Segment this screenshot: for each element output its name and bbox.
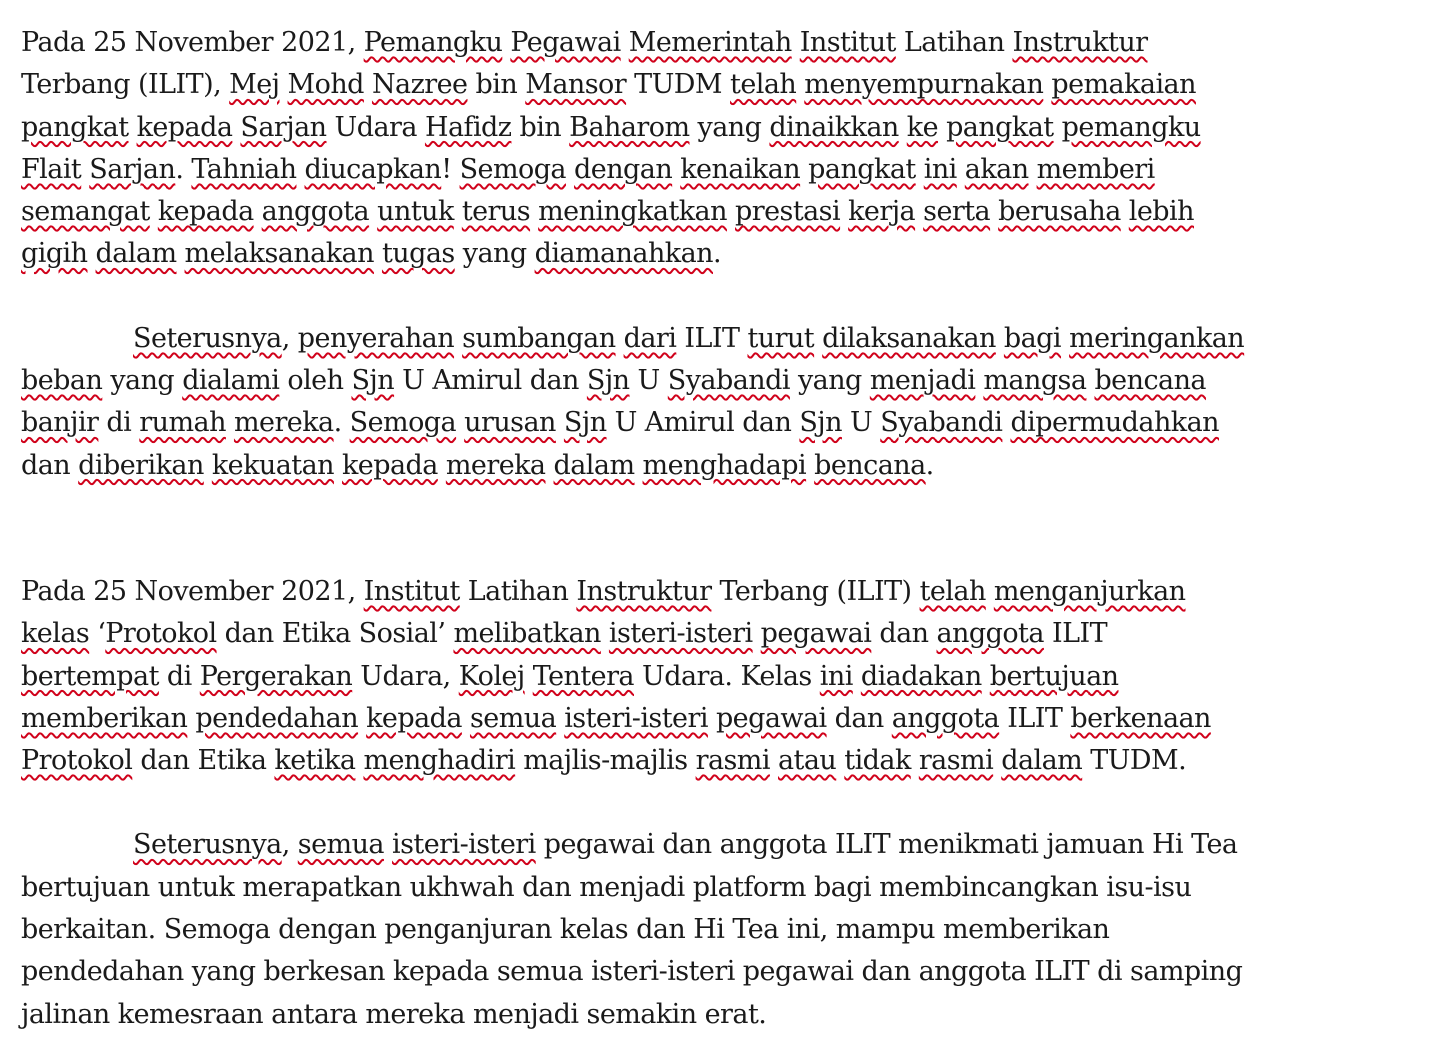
text-line (21, 149, 1433, 191)
spellcheck-flagged-word: Institut (363, 575, 460, 607)
spellcheck-flagged-word: rasmi (695, 745, 770, 777)
text-run (806, 450, 814, 481)
spellcheck-flagged-word: isteri-isteri (608, 618, 753, 650)
text-run (556, 407, 564, 438)
spellcheck-flagged-word: pangkat (808, 153, 916, 185)
text-line (21, 994, 1433, 1036)
paragraph-2 (21, 318, 1433, 487)
text-run (911, 745, 919, 776)
text-run: oleh (279, 365, 352, 397)
text-run: yang (789, 365, 870, 397)
spellcheck-flagged-word: kelas (21, 618, 90, 650)
text-run (296, 154, 304, 185)
text-run: Udara (326, 111, 425, 143)
text-run: Latihan (459, 575, 577, 607)
spellcheck-flagged-word: Protokol (21, 745, 133, 777)
text-run (916, 154, 924, 185)
text-run (204, 450, 212, 481)
text-run (530, 196, 538, 227)
spellcheck-flagged-word: mereka (233, 407, 334, 439)
spellcheck-flagged-word: Pegawai (510, 27, 621, 58)
spellcheck-flagged-word: pangkat (21, 111, 129, 143)
text-run: . (175, 153, 192, 185)
text-run: dan Etika (132, 745, 275, 777)
text-run (462, 703, 470, 734)
spellcheck-flagged-word: akan (964, 153, 1029, 185)
text-run: ILIT (1043, 618, 1108, 650)
text-run (556, 703, 564, 734)
text-run: Pada 25 November 2021, (21, 27, 364, 58)
text-run: bin (467, 69, 526, 101)
text-run (727, 196, 735, 227)
spellcheck-flagged-word: semua (469, 702, 557, 734)
spellcheck-flagged-word: atau (778, 745, 837, 777)
spellcheck-flagged-word: anggota (891, 702, 1000, 734)
text-run (254, 196, 262, 227)
text-run (996, 323, 1004, 354)
spellcheck-flagged-word: berusaha (998, 196, 1121, 228)
spellcheck-flagged-word: Sarjan (240, 111, 327, 143)
text-run (982, 661, 990, 692)
text-run: bin (511, 111, 570, 143)
spellcheck-flagged-word: Sjn (351, 365, 395, 397)
spellcheck-flagged-word: meningkatkan (538, 196, 727, 228)
paragraph-3 (21, 571, 1433, 782)
text-run (384, 829, 392, 860)
text-line (21, 656, 1433, 698)
spellcheck-flagged-word: terus (461, 196, 531, 228)
spellcheck-flagged-word: pegawai (715, 702, 827, 734)
text-run (334, 450, 342, 481)
spellcheck-flagged-word: isteri-isteri (564, 702, 708, 734)
text-run (770, 745, 778, 776)
spellcheck-flagged-word: telah (919, 575, 986, 607)
text-run (986, 576, 994, 607)
spellcheck-flagged-word: urusan (464, 407, 556, 439)
text-line (21, 445, 1433, 487)
spellcheck-flagged-word: diadakan (860, 660, 982, 692)
text-run (456, 407, 464, 438)
text-run (177, 238, 185, 269)
spellcheck-flagged-word: Mansor (525, 69, 627, 101)
spellcheck-flagged-word: pemakaian (1051, 69, 1196, 101)
text-line (21, 824, 1433, 866)
spellcheck-flagged-word: anggota (936, 618, 1044, 650)
text-run: Terbang (ILIT), (21, 69, 230, 101)
spellcheck-flagged-word: Mej (229, 69, 280, 101)
text-line (21, 107, 1433, 149)
text-run: dan (826, 702, 892, 734)
text-line (21, 360, 1433, 402)
spellcheck-flagged-word: Sjn (563, 407, 607, 439)
text-run: majlis-majlis (515, 745, 696, 777)
text-line (21, 909, 1433, 951)
text-run: . (925, 449, 934, 481)
text-run (566, 154, 574, 185)
paragraph-4 (21, 824, 1433, 1035)
text-run (635, 450, 643, 481)
text-run (993, 745, 1001, 776)
spellcheck-flagged-word: pegawai (760, 618, 872, 650)
text-run (87, 238, 95, 269)
text-run (792, 27, 800, 58)
spellcheck-flagged-word: mangsa (983, 365, 1087, 397)
text-run: Terbang (ILIT) (711, 575, 920, 607)
spellcheck-flagged-word: gigih (21, 238, 88, 270)
text-run: berkaitan. Semoga dengan penganjuran kelas dan Hi Tea ini, mampu memberikan (21, 914, 1110, 946)
spellcheck-flagged-word: isteri-isteri (392, 829, 536, 861)
spellcheck-flagged-word: untuk (377, 196, 454, 228)
text-run: . (333, 407, 350, 439)
spellcheck-flagged-word: diucapkan (304, 153, 442, 185)
spellcheck-flagged-word: Pergerakan (199, 660, 353, 692)
spellcheck-flagged-word: Protokol (105, 618, 217, 650)
paragraph-gap (21, 782, 1433, 824)
spellcheck-flagged-word: semua (297, 829, 384, 861)
spellcheck-flagged-word: bertempat (21, 660, 159, 692)
spellcheck-flagged-word: semangat (21, 196, 150, 228)
spellcheck-flagged-word: prestasi (735, 196, 841, 228)
text-run: di (98, 407, 140, 439)
spellcheck-flagged-word: Tahniah (191, 153, 297, 185)
text-run: U (629, 365, 668, 397)
text-run (280, 69, 288, 100)
spellcheck-flagged-word: mereka (445, 449, 546, 481)
text-run: dan Etika Sosial’ (216, 618, 454, 650)
text-line (21, 951, 1433, 993)
text-run: dan (871, 618, 937, 650)
spellcheck-flagged-word: meringankan (1069, 322, 1245, 354)
spellcheck-flagged-word: rasmi (918, 745, 994, 777)
text-run (454, 323, 462, 354)
spellcheck-flagged-word: Kolej (458, 660, 525, 692)
spellcheck-flagged-word: kepada (366, 702, 462, 734)
text-run (800, 154, 808, 185)
document-body[interactable] (21, 22, 1433, 1036)
spellcheck-flagged-word: bencana (1094, 365, 1206, 397)
spellcheck-flagged-word: Instruktur (1012, 27, 1148, 58)
text-run (957, 154, 965, 185)
text-run: , (281, 322, 298, 354)
text-run: ‘ (89, 618, 106, 650)
text-run (938, 112, 946, 143)
text-run (601, 618, 609, 649)
text-run: ILIT (676, 322, 748, 354)
text-run: U (841, 407, 881, 439)
text-run (853, 661, 861, 692)
text-run (226, 407, 234, 438)
spellcheck-flagged-word: dialami (182, 365, 280, 397)
spellcheck-flagged-word: banjir (21, 407, 99, 439)
spellcheck-flagged-word: dinaikkan (769, 111, 899, 143)
text-run (1029, 154, 1037, 185)
spellcheck-flagged-word: bertujuan (989, 660, 1119, 692)
text-run: pendedahan yang berkesan kepada semua isteri-isteri pegawai dan anggota ILIT di samping (21, 956, 1243, 988)
text-run (454, 196, 462, 227)
spellcheck-flagged-word: dengan (574, 153, 673, 185)
spellcheck-flagged-word: pendedahan (195, 702, 359, 734)
text-run (814, 323, 822, 354)
text-run: di (158, 660, 200, 692)
spellcheck-flagged-word: Semoga (349, 407, 457, 439)
spellcheck-flagged-word: dalam (1001, 745, 1083, 777)
spellcheck-flagged-word: kepada (342, 449, 438, 481)
text-run: Pada 25 November 2021, (21, 575, 364, 607)
spellcheck-flagged-word: anggota (261, 196, 370, 228)
text-run: Udara. Kelas (633, 660, 820, 692)
text-run (621, 27, 629, 58)
spellcheck-flagged-word: kerja (848, 196, 916, 228)
text-run (672, 154, 680, 185)
spellcheck-flagged-word: melaksanakan (184, 238, 374, 270)
spellcheck-flagged-word: Sarjan (89, 153, 176, 185)
spellcheck-flagged-word: kenaikan (680, 153, 801, 185)
text-run: Udara, (352, 660, 459, 692)
spellcheck-flagged-word: beban (21, 365, 103, 397)
spellcheck-flagged-word: Tentera (532, 660, 634, 692)
spellcheck-flagged-word: Seterusnya (133, 829, 282, 861)
text-run (438, 450, 446, 481)
spellcheck-flagged-word: Instruktur (576, 575, 712, 607)
spellcheck-flagged-word: turut (747, 322, 815, 354)
text-run (525, 661, 533, 692)
text-run: , (281, 829, 298, 861)
text-run: . (712, 238, 722, 270)
text-run (753, 618, 761, 649)
text-line (21, 233, 1433, 275)
spellcheck-flagged-word: menghadiri (363, 745, 516, 777)
spellcheck-flagged-word: Pemangku (363, 27, 503, 58)
text-run (990, 196, 998, 227)
text-run (1121, 196, 1129, 227)
spellcheck-flagged-word: menganjurkan (993, 575, 1186, 607)
paragraph-gap (21, 487, 1433, 571)
spellcheck-flagged-word: tidak (844, 745, 911, 777)
text-line (21, 22, 1433, 64)
text-line (21, 613, 1433, 655)
text-run: dan (21, 449, 79, 481)
spellcheck-flagged-word: diamanahkan (534, 238, 713, 270)
spellcheck-flagged-word: ini (923, 153, 957, 185)
spellcheck-flagged-word: menyempurnakan (804, 69, 1044, 101)
spellcheck-flagged-word: Hafidz (424, 111, 512, 143)
text-run (1054, 112, 1062, 143)
spellcheck-flagged-word: Baharom (569, 111, 690, 143)
text-run: TUDM. (1082, 745, 1187, 777)
spellcheck-flagged-word: lebih (1128, 196, 1194, 228)
text-run: U Amirul dan (394, 365, 587, 397)
text-run: yang (102, 365, 183, 397)
spellcheck-flagged-word: dari (623, 322, 677, 354)
spellcheck-flagged-word: rumah (139, 407, 226, 439)
spellcheck-flagged-word: serta (923, 196, 991, 228)
spellcheck-flagged-word: Seterusnya (133, 322, 282, 354)
text-run (899, 112, 907, 143)
text-run (369, 196, 377, 227)
spellcheck-flagged-word: kepada (157, 196, 254, 228)
text-line (21, 191, 1433, 233)
text-run: TUDM (626, 69, 731, 101)
spellcheck-flagged-word: melibatkan (453, 618, 601, 650)
text-run (374, 238, 382, 269)
text-run (545, 450, 553, 481)
text-run: Latihan (895, 27, 1013, 58)
spellcheck-flagged-word: Semoga (459, 153, 566, 185)
text-run (840, 196, 848, 227)
text-run (616, 323, 624, 354)
text-run: bertujuan untuk merapatkan ukhwah dan menjadi platform bagi membincangkan isu-isu (21, 871, 1192, 903)
spellcheck-flagged-word: menghadapi (642, 449, 807, 481)
text-line (21, 64, 1433, 106)
text-line (21, 698, 1433, 740)
text-run: yang (454, 238, 535, 270)
text-run (915, 196, 923, 227)
text-line (21, 402, 1433, 444)
text-run: U Amirul dan (606, 407, 800, 439)
spellcheck-flagged-word: ketika (274, 745, 356, 777)
spellcheck-flagged-word: kepada (136, 111, 233, 143)
text-line (21, 318, 1433, 360)
spellcheck-flagged-word: pemangku (1061, 111, 1201, 143)
spellcheck-flagged-word: bencana (814, 449, 926, 481)
spellcheck-flagged-word: tugas (381, 238, 455, 270)
spellcheck-flagged-word: Mohd (287, 69, 364, 101)
text-run (129, 112, 137, 143)
text-line (21, 740, 1433, 782)
spellcheck-flagged-word: kekuatan (211, 449, 334, 481)
spellcheck-flagged-word: ini (819, 660, 853, 692)
spellcheck-flagged-word: dipermudahkan (1010, 407, 1219, 439)
spellcheck-flagged-word: menjadi (869, 365, 976, 397)
spellcheck-flagged-word: dalam (553, 449, 635, 481)
paragraph-1 (21, 22, 1433, 276)
spellcheck-flagged-word: ke (906, 111, 939, 143)
spellcheck-flagged-word: Nazree (371, 69, 468, 101)
text-run: yang (689, 111, 770, 143)
text-line (21, 867, 1433, 909)
spellcheck-flagged-word: berkenaan (1070, 702, 1211, 734)
spellcheck-flagged-word: dalam (95, 238, 177, 270)
spellcheck-flagged-word: telah (730, 69, 797, 101)
text-line (21, 571, 1433, 613)
spellcheck-flagged-word: Memerintah (628, 27, 792, 58)
spellcheck-flagged-word: Flait (21, 153, 82, 185)
spellcheck-flagged-word: Syabandi (880, 407, 1003, 439)
spellcheck-flagged-word: bagi (1003, 322, 1062, 354)
text-run (364, 69, 372, 100)
spellcheck-flagged-word: Syabandi (667, 365, 790, 397)
spellcheck-flagged-word: Sjn (586, 365, 630, 397)
text-run (150, 196, 158, 227)
spellcheck-flagged-word: penyerahan (297, 322, 455, 354)
text-run: pegawai dan anggota ILIT menikmati jamuan Hi Tea (535, 829, 1238, 861)
spellcheck-flagged-word: sumbangan (462, 322, 616, 354)
spellcheck-flagged-word: memberi (1036, 153, 1155, 185)
spellcheck-flagged-word: Sjn (799, 407, 842, 439)
spellcheck-flagged-word: pangkat (946, 111, 1054, 143)
text-run (1061, 323, 1069, 354)
spellcheck-flagged-word: dilaksanakan (822, 322, 996, 354)
text-run (358, 703, 366, 734)
text-run: ILIT (999, 702, 1071, 734)
text-run: ! (441, 153, 460, 185)
paragraph-gap (21, 276, 1433, 318)
text-run: jalinan kemesraan antara mereka menjadi semakin erat. (21, 998, 767, 1030)
spellcheck-flagged-word: diberikan (78, 449, 204, 481)
spellcheck-flagged-word: memberikan (21, 702, 188, 734)
spellcheck-flagged-word: Institut (799, 27, 896, 58)
text-run (708, 703, 716, 734)
